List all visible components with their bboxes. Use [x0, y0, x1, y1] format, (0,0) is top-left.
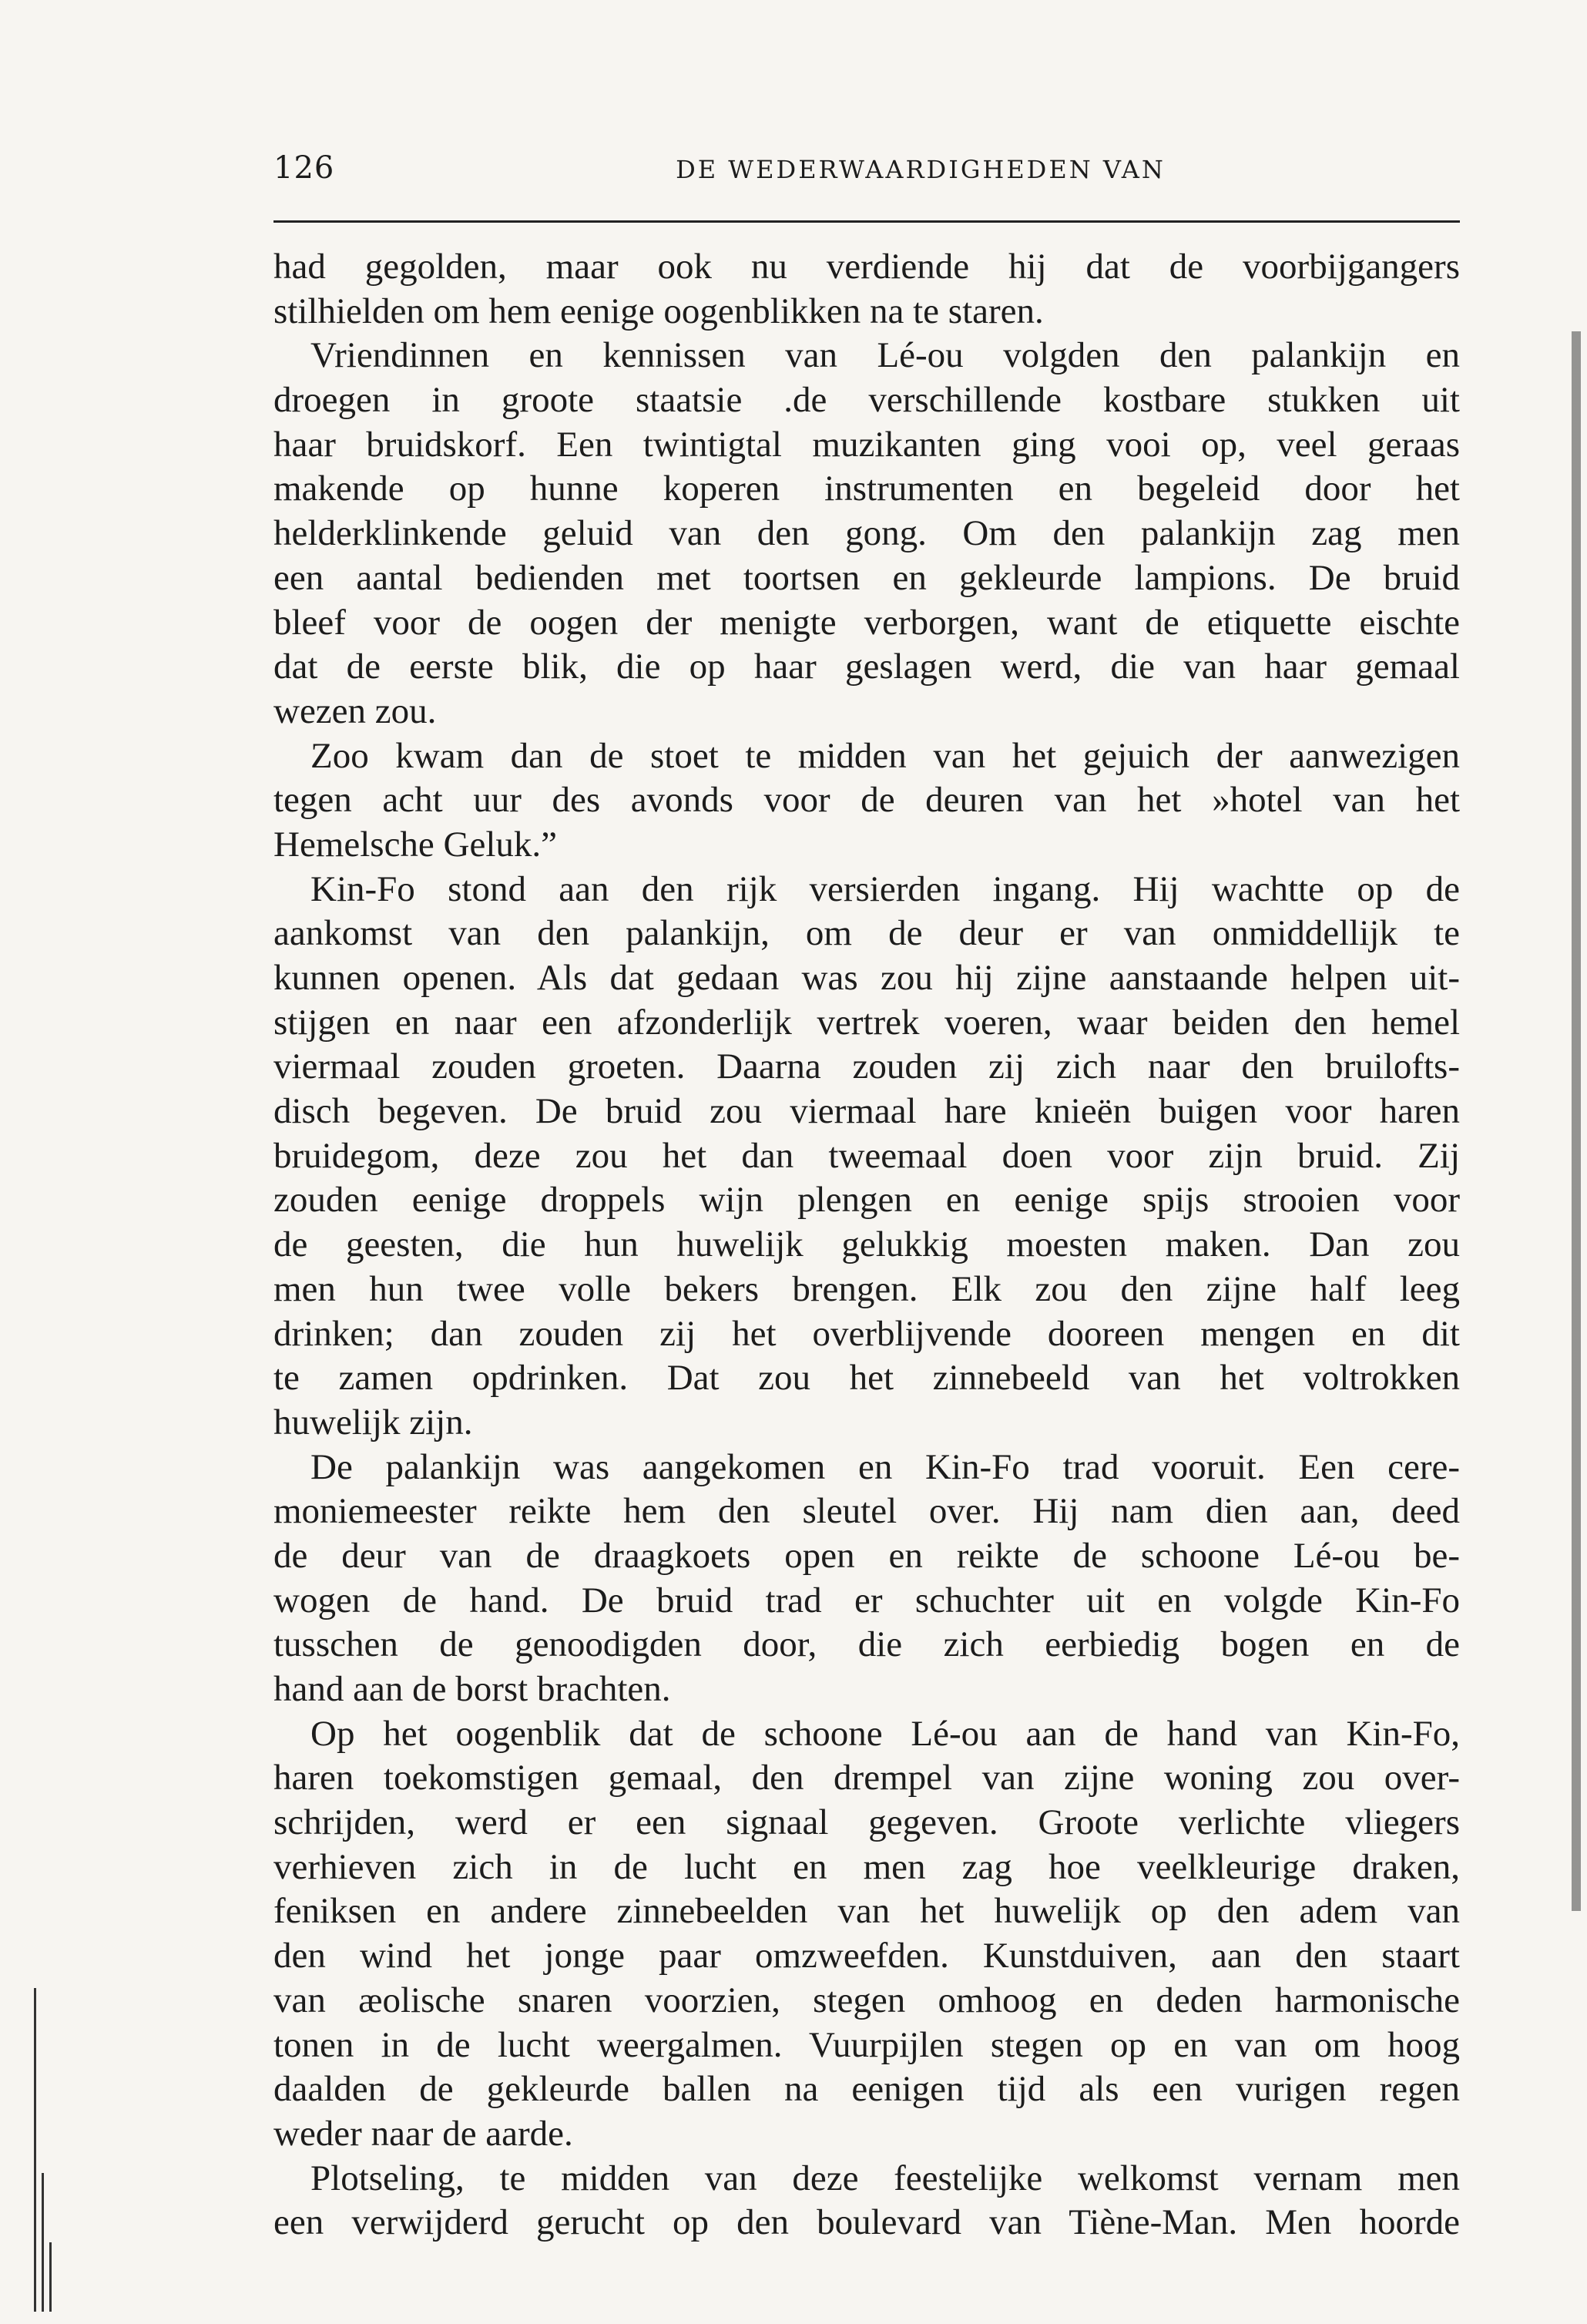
text-line: huwelijk zijn.: [273, 1402, 473, 1442]
text-line: makende op hunne koperen instrumenten en begeleid door het: [273, 468, 1460, 509]
text-line: drinken; dan zouden zij het overblijvende dooreen mengen en dit: [273, 1313, 1460, 1354]
text-line: droegen in groote staatsie .de verschillende kostbare stukken uit: [273, 380, 1460, 421]
text-line: men hun twee volle bekers brengen. Elk zou den zijne half leeg: [273, 1268, 1460, 1309]
text-line: bleef voor de oogen der menigte verborgen, want de etiquette eischte: [273, 602, 1460, 643]
text-line: haar bruidskorf. Een twintigtal muzikanten ging vooi op, veel geraas: [273, 424, 1460, 465]
text-line: bruidegom, deze zou het dan tweemaal doen voor zijn bruid. Zij: [273, 1135, 1460, 1176]
text-line: aankomst van den palankijn, om de deur er van onmiddellijk te: [273, 913, 1460, 954]
text-line: de geesten, die hun huwelijk gelukkig moesten maken. Dan zou: [273, 1224, 1460, 1265]
text-line: een verwijderd gerucht op den boulevard van Tiène-Man. Men hoorde: [273, 2202, 1460, 2243]
text-line: haren toekomstigen gemaal, den drempel van zijne woning zou over-: [273, 1758, 1460, 1798]
text-line: had gegolden, maar ook nu verdiende hij dat de voorbijgangers: [273, 247, 1460, 287]
text-line: van æolische snaren voorzien, stegen omhoog en deden harmonische: [273, 1980, 1460, 2020]
text-line: schrijden, werd er een signaal gegeven. Groote verlichte vliegers: [273, 1802, 1460, 1843]
text-line: Op het oogenblik dat de schoone Lé-ou aan de hand van Kin-Fo,: [310, 1713, 1460, 1754]
text-line: feniksen en andere zinnebeelden van het huwelijk op den adem van: [273, 1891, 1460, 1932]
text-line: tusschen de genoodigden door, die zich eerbiedig bogen en de: [273, 1624, 1460, 1665]
text-line: helderklinkende geluid van den gong. Om den palankijn zag men: [273, 513, 1460, 554]
text-line: De palankijn was aangekomen en Kin-Fo trad vooruit. Een cere-: [310, 1446, 1460, 1487]
body-text: [273, 245, 1460, 2245]
text-line: verhieven zich in de lucht en men zag hoe veelkleurige draken,: [273, 1846, 1460, 1887]
text-line: dat de eerste blik, die op haar geslagen werd, die van haar gemaal: [273, 646, 1460, 687]
text-line: Kin-Fo stond aan den rijk versierden ingang. Hij wachtte op de: [310, 868, 1460, 909]
text-line: daalden de gekleurde ballen na eenigen tijd als een vurigen regen: [273, 2069, 1460, 2110]
text-line: Vriendinnen en kennissen van Lé-ou volgden den palankijn en: [310, 335, 1460, 376]
text-line: wezen zou.: [273, 690, 437, 731]
text-line: tegen acht uur des avonds voor de deuren van het »hotel van het: [273, 780, 1460, 821]
text-line: disch begeven. De bruid zou viermaal hare knieën buigen voor haren: [273, 1091, 1460, 1132]
scan-edge-shadow: [1564, 331, 1587, 1911]
text-line: wogen de hand. De bruid trad er schuchter uit en volgde Kin-Fo: [273, 1580, 1460, 1620]
text-line: te zamen opdrinken. Dat zou het zinnebeeld van het voltrokken: [273, 1358, 1460, 1399]
text-line: Zoo kwam dan de stoet te midden van het gejuich der aanwezigen: [310, 735, 1460, 776]
text-line: stijgen en naar een afzonderlijk vertrek voeren, waar beiden den hemel: [273, 1002, 1460, 1043]
binding-marks: [31, 1926, 62, 2312]
page-number: 126: [273, 150, 335, 186]
text-line: moniemeester reikte hem den sleutel over. Hij nam dien aan, deed: [273, 1491, 1460, 1532]
text-line: den wind het jonge paar omzweefden. Kunstduiven, aan den staart: [273, 1936, 1460, 1976]
text-line: de deur van de draagkoets open en reikte de schoone Lé-ou be-: [273, 1535, 1460, 1576]
page-header: [273, 150, 1460, 189]
text-line: zouden eenige droppels wijn plengen en eenige spijs strooien voor: [273, 1180, 1460, 1221]
text-line: weder naar de aarde.: [273, 2113, 573, 2154]
text-line: Plotseling, te midden van deze feestelijke welkomst vernam men: [310, 2158, 1460, 2198]
text-line: een aantal bedienden met toortsen en gekleurde lampions. De bruid: [273, 557, 1460, 598]
text-line: stilhielden om hem eenige oogenblikken na te staren.: [273, 290, 1044, 331]
running-title: DE WEDERWAARDIGHEDEN VAN: [676, 155, 1166, 184]
text-line: hand aan de borst brachten.: [273, 1669, 671, 1709]
text-line: kunnen openen. Als dat gedaan was zou hij zijne aanstaande helpen uit-: [273, 958, 1460, 998]
text-line: viermaal zouden groeten. Daarna zouden zij zich naar den bruilofts-: [273, 1046, 1460, 1087]
text-line: Hemelsche Geluk.”: [273, 824, 558, 865]
header-rule: [273, 220, 1460, 223]
text-line: tonen in de lucht weergalmen. Vuurpijlen stegen op en van om hoog: [273, 2024, 1460, 2065]
